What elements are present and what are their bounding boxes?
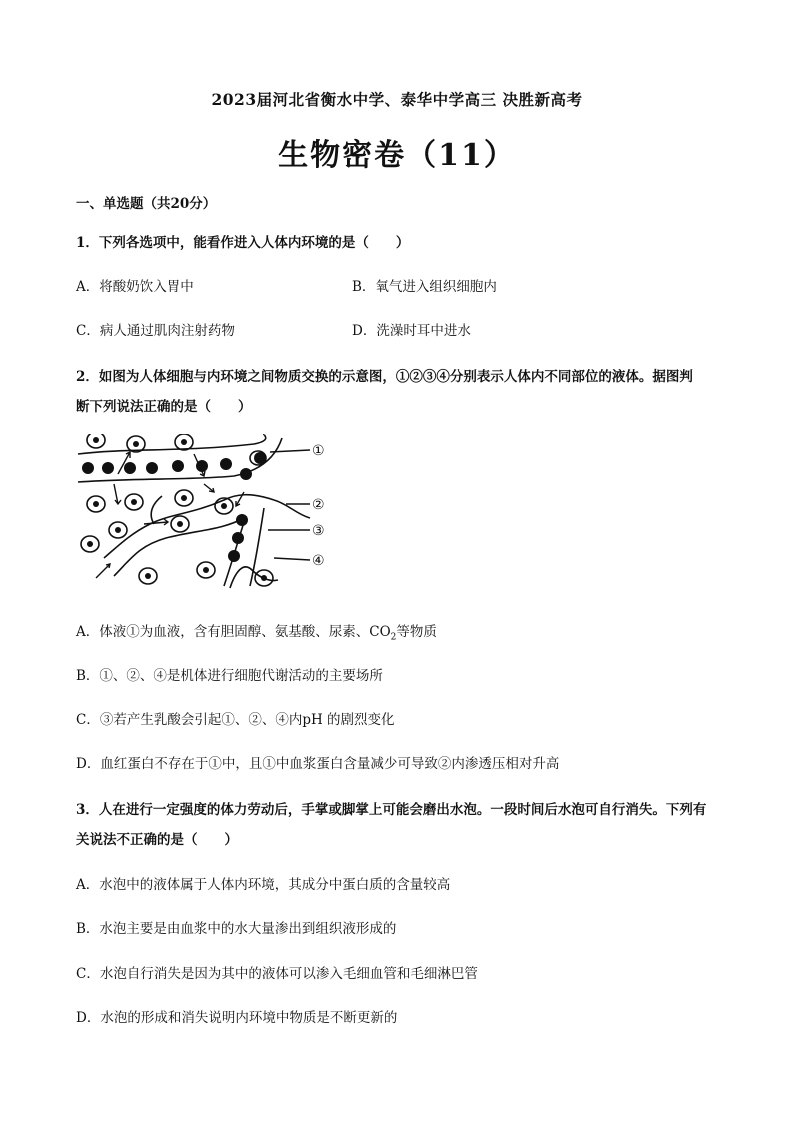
q3-stem-line1: 3．人在进行一定强度的体力劳动后，手掌或脚掌上可能会磨出水泡。一段时间后水泡可自行消失。下列有 <box>76 802 707 818</box>
q1-option-a: A．将酸奶饮入胃中 <box>76 279 194 295</box>
q3-option-b: B．水泡主要是由血浆中的水大量渗出到组织液形成的 <box>76 921 397 937</box>
q2-option-d: D．血红蛋白不存在于①中，且①中血浆蛋白含量减少可导致②内渗透压相对升高 <box>76 756 560 772</box>
tissue-exchange-diagram <box>74 434 334 590</box>
exam-header: 2023届河北省衡水中学、泰华中学高三 决胜新高考 <box>211 90 583 109</box>
q2-stem-line1: 2．如图为人体细胞与内环境之间物质交换的示意图，①②③④分别表示人体内不同部位的液体。据图判 <box>76 369 693 385</box>
q2-option-a: A．体液①为血液，含有胆固醇、氨基酸、尿素、$CO_2$等物质 <box>76 624 437 643</box>
red-blood-cell <box>102 462 114 474</box>
q1-option-d: D．洗澡时耳中进水 <box>352 323 471 339</box>
q3-option-a: A．水泡中的液体属于人体内环境，其成分中蛋白质的含量较高 <box>76 877 451 893</box>
exam-title: 生物密卷（11） <box>278 138 516 173</box>
q1-option-b: B．氧气进入组织细胞内 <box>352 279 497 295</box>
diagram-label-3: ③ <box>312 523 325 539</box>
red-blood-cell <box>82 462 94 474</box>
red-blood-cell <box>232 532 244 544</box>
flow-arrow <box>204 484 214 492</box>
q3-stem-line2: 关说法不正确的是（ ） <box>76 832 238 848</box>
flow-arrow <box>236 492 244 506</box>
q1-option-c: C．病人通过肌肉注射药物 <box>76 323 235 339</box>
q2-option-b: B．①、②、④是机体进行细胞代谢活动的主要场所 <box>76 668 383 684</box>
q3-option-c: C．水泡自行消失是因为其中的液体可以渗入毛细血管和毛细淋巴管 <box>76 966 478 982</box>
label-line-4 <box>274 558 310 560</box>
capillary-wall-top <box>78 434 266 454</box>
diagram-label-1: ① <box>312 443 325 459</box>
flow-arrow <box>96 564 110 578</box>
red-blood-cell <box>236 514 248 526</box>
section-heading: 一、单选题（共20分） <box>76 196 217 212</box>
q3-option-d: D．水泡的形成和消失说明内环境中物质是不断更新的 <box>76 1010 398 1026</box>
diagram-label-2: ② <box>312 497 325 513</box>
red-blood-cell <box>220 458 232 470</box>
red-blood-cell <box>228 550 240 562</box>
lymph-tail <box>274 500 310 518</box>
diagram-label-4: ④ <box>312 553 325 569</box>
red-blood-cell <box>124 462 136 474</box>
red-blood-cell <box>146 462 158 474</box>
red-blood-cell <box>240 468 252 480</box>
flow-arrow <box>144 522 168 524</box>
red-blood-cell <box>254 452 266 464</box>
red-blood-cell <box>172 460 184 472</box>
q1-stem: 1．下列各选项中，能看作进入人体内环境的是（ ） <box>76 235 410 251</box>
q2-stem-line2: 断下列说法正确的是（ ） <box>76 399 252 415</box>
q2-option-c: C．③若产生乳酸会引起①、②、④内pH 的剧烈变化 <box>76 712 395 728</box>
